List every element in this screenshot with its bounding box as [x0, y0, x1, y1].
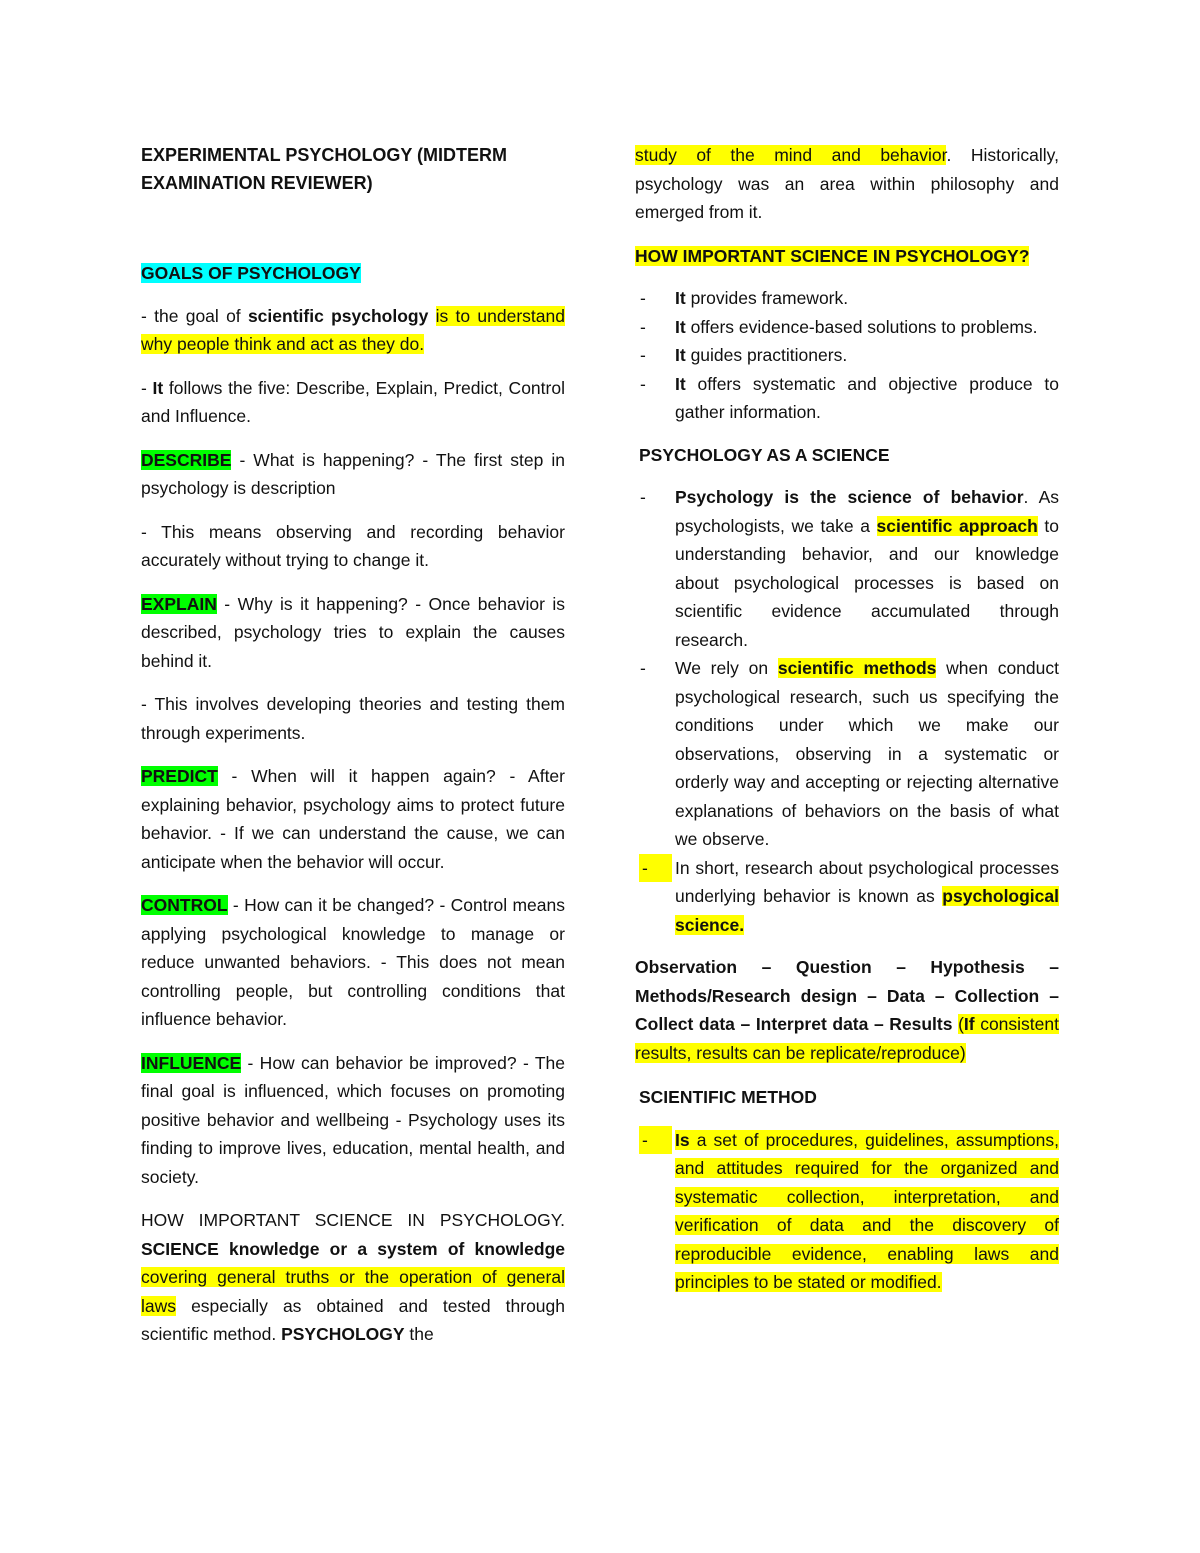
- method-heading: SCIENTIFIC METHOD: [639, 1087, 817, 1107]
- list-item-bold: It: [675, 288, 686, 308]
- science-lead: HOW IMPORTANT SCIENCE IN PSYCHOLOGY.: [141, 1210, 565, 1230]
- important-heading-text: HOW IMPORTANT SCIENCE IN PSYCHOLOGY?: [635, 245, 1030, 266]
- list-item: [635, 341, 1059, 370]
- five-goals-text: follows the five: Describe, Explain, Predict, Control and Influence.: [141, 377, 565, 426]
- list-item: [635, 654, 1059, 854]
- right-column: [635, 141, 1059, 1311]
- predict-paragraph: [141, 762, 565, 876]
- list-item: [635, 1126, 1059, 1297]
- control-paragraph: [141, 891, 565, 1034]
- dash-marker: -: [640, 288, 646, 308]
- science-bold: SCIENCE knowledge or a system of knowledge: [141, 1238, 565, 1259]
- goal-intro-space: [428, 306, 435, 326]
- list-item-text: guides practitioners.: [685, 345, 848, 365]
- dash-marker: -: [640, 345, 646, 365]
- influence-label: INFLUENCE: [141, 1052, 242, 1073]
- list-item-text: when conduct psychological research, such us specifying the conditions under which we make our observations, observing in a systematic or orderly way and accepting or rejecting alternative explanations of behaviors on the basis of what we observe.: [675, 658, 1059, 849]
- research-flow-paren: (: [958, 1014, 964, 1034]
- describe-label: DESCRIBE: [141, 449, 232, 470]
- explain-paragraph: [141, 590, 565, 676]
- list-item-text: . As psychologists, we take a: [675, 487, 1059, 536]
- list-item-bold: It: [675, 316, 686, 337]
- dash-marker: -: [640, 373, 646, 394]
- five-goals-pre: -: [141, 377, 153, 398]
- list-item-highlight: scientific approach: [876, 515, 1038, 536]
- continued-paragraph: [635, 141, 1059, 227]
- continued-highlight: study of the mind and behavior: [635, 145, 947, 165]
- predict-label: PREDICT: [141, 766, 218, 786]
- goals-heading-text: GOALS OF PSYCHOLOGY: [141, 263, 361, 283]
- list-item-text: We rely on: [675, 658, 778, 678]
- describe-paragraph: [141, 446, 565, 503]
- influence-text: - How can behavior be improved? - The final goal is influenced, which focuses on promoting positive behavior and wellbeing - Psychology uses its finding to improve lives, education, mental health, and society.: [141, 1052, 565, 1187]
- dash-marker: -: [639, 854, 672, 883]
- left-column: [141, 141, 565, 1364]
- list-item-text: offers evidence-based solutions to problems.: [685, 316, 1038, 337]
- as-science-list: [635, 483, 1059, 939]
- influence-paragraph: [141, 1049, 565, 1192]
- list-item-text: offers systematic and objective produce to gather information.: [675, 373, 1059, 422]
- five-goals-bold: It: [152, 377, 164, 398]
- list-item-text: provides framework.: [685, 288, 849, 308]
- control-label: CONTROL: [141, 895, 228, 915]
- five-goals: [141, 374, 565, 431]
- list-item: [635, 483, 1059, 654]
- research-flow-if: If: [963, 1014, 975, 1034]
- document-title: EXPERIMENTAL PSYCHOLOGY (MIDTERM EXAMINATION REVIEWER): [141, 145, 508, 193]
- describe-text: - What is happening? - The first step in psychology is description: [141, 449, 565, 498]
- important-list: [635, 284, 1059, 427]
- list-item-bold: It: [675, 373, 686, 394]
- as-science-heading: PSYCHOLOGY AS A SCIENCE: [639, 444, 890, 465]
- dash-marker: -: [639, 1126, 672, 1155]
- dash-marker: -: [640, 658, 646, 678]
- describe-sub: - This means observing and recording behavior accurately without trying to change it.: [141, 521, 565, 570]
- method-list: [635, 1126, 1059, 1297]
- research-flow: [635, 953, 1059, 1067]
- important-heading: [635, 242, 1059, 271]
- list-item: [635, 370, 1059, 427]
- predict-text: - When will it happen again? - After explaining behavior, psychology aims to protect future behavior. - If we can understand the cause, we can anticipate when the behavior will occur.: [141, 766, 565, 872]
- dash-marker: -: [640, 316, 646, 337]
- science-highlight: covering general truths or the operation of general laws: [141, 1267, 565, 1316]
- research-flow-note: consistent results, results can be replicate/reproduce): [635, 1014, 1059, 1063]
- list-item-text: In short, research about psychological processes underlying behavior is known as: [675, 857, 1059, 906]
- dash-marker: -: [640, 487, 646, 507]
- goal-intro: [141, 302, 565, 359]
- list-item: [635, 313, 1059, 342]
- list-item-text: to understanding behavior, and our knowledge about psychological processes is based on scientific evidence accumulated through research.: [675, 515, 1060, 650]
- list-item-bold: Psychology is the science of behavior: [675, 487, 1024, 507]
- list-item-highlight: scientific methods: [777, 658, 937, 678]
- list-item: [635, 854, 1059, 940]
- research-flow-steps: Observation – Question – Hypothesis – Methods/Research design – Data – Collection – Collect data – Interpret data – Results: [635, 957, 1059, 1034]
- list-item-highlight: psychological science.: [675, 886, 1059, 935]
- explain-text: - Why is it happening? - Once behavior is described, psychology tries to explain the causes behind it.: [141, 593, 565, 671]
- continued-text: . Historically, psychology was an area within philosophy and emerged from it.: [635, 145, 1059, 222]
- goal-intro-pre: - the goal of: [141, 305, 248, 326]
- list-item-highlight: a set of procedures, guidelines, assumptions, and attitudes required for the organized and systematic collection, interpretation, and verification of data and the discovery of reproducible evidence, enabling laws and principles to be stated or modified.: [675, 1129, 1059, 1292]
- list-item: [635, 284, 1059, 313]
- science-paragraph: [141, 1206, 565, 1349]
- control-text: - How can it be changed? - Control means applying psychological knowledge to manage or reduce unwanted behaviors. - This does not mean controlling people, but controlling conditions that influence behavior.: [141, 895, 565, 1029]
- list-item-bold: Is: [675, 1129, 690, 1150]
- goals-heading: [141, 259, 565, 288]
- explain-sub: - This involves developing theories and testing them through experiments.: [141, 694, 565, 743]
- science-tail: the: [404, 1324, 434, 1344]
- list-item-bold: It: [675, 345, 686, 365]
- goal-intro-bold: scientific psychology: [247, 305, 429, 326]
- psychology-bold: PSYCHOLOGY: [281, 1324, 405, 1344]
- science-mid: especially as obtained and tested through scientific method.: [141, 1295, 565, 1344]
- explain-label: EXPLAIN: [141, 593, 217, 614]
- goal-intro-highlight: is to understand why people think and act as they do.: [141, 305, 565, 354]
